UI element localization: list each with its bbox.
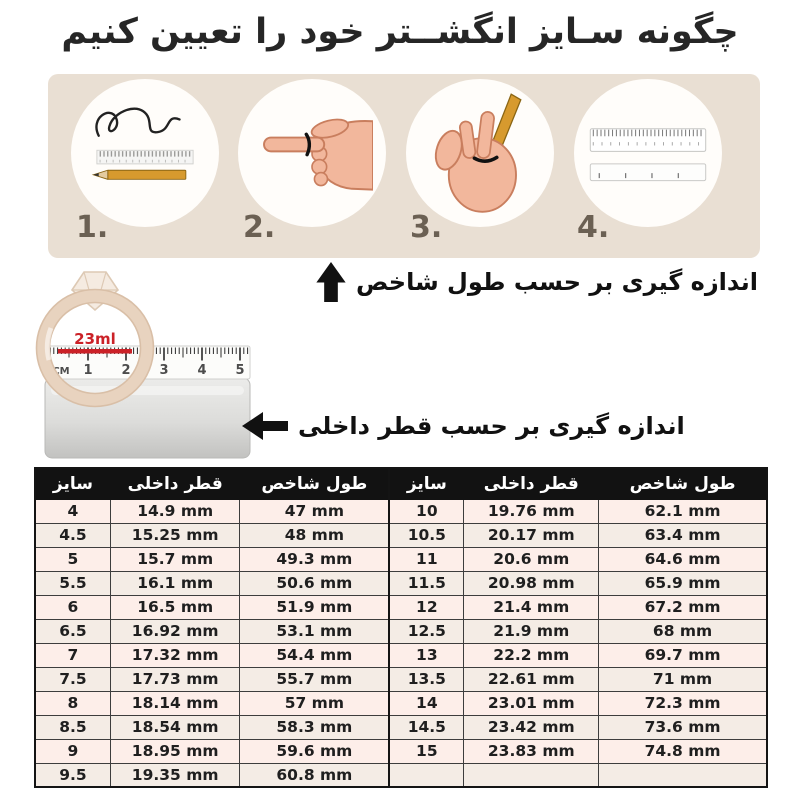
step-1-number: 1. (76, 210, 109, 245)
cell-size: 10 (389, 499, 464, 523)
cell-inner-diameter: 17.73 mm (110, 667, 240, 691)
ruler-number: 4 (197, 363, 207, 378)
cell-index-length: 48 mm (240, 523, 389, 547)
header-inner-diameter: قطر داخلی (110, 468, 240, 499)
cell-index-length: 65.9 mm (599, 571, 767, 595)
cell-size: 7 (35, 643, 110, 667)
cell-inner-diameter: 20.98 mm (464, 571, 599, 595)
table-row (35, 523, 767, 547)
cell-index-length: 53.1 mm (240, 619, 389, 643)
ruler-number: 3 (159, 363, 169, 378)
cell-inner-diameter (464, 763, 599, 787)
cell-size: 14.5 (389, 715, 464, 739)
step-1-circle (71, 79, 219, 227)
cell-index-length: 55.7 mm (240, 667, 389, 691)
cell-index-length: 57 mm (240, 691, 389, 715)
table-row (35, 547, 767, 571)
cell-inner-diameter: 15.25 mm (110, 523, 240, 547)
cell-inner-diameter: 20.6 mm (464, 547, 599, 571)
cell-index-length: 54.4 mm (240, 643, 389, 667)
cell-size: 15 (389, 739, 464, 763)
step-2-number: 2. (243, 210, 276, 245)
ruler-unit-label: CM (52, 366, 70, 377)
ring-size-table (34, 467, 768, 788)
header-index-length: طول شاخص (240, 468, 389, 499)
table-row (35, 499, 767, 523)
table-row (35, 691, 767, 715)
diameter-measurement-label: 23ml (74, 330, 116, 348)
cell-index-length (599, 763, 767, 787)
measuring-rulers-icon (585, 107, 711, 199)
cell-size: 12 (389, 595, 464, 619)
cell-index-length: 71 mm (599, 667, 767, 691)
up-arrow-icon (316, 262, 346, 302)
ruler-number: 1 (83, 363, 93, 378)
string-ruler-pencil-icon (86, 94, 204, 212)
cell-size: 14 (389, 691, 464, 715)
cell-inner-diameter: 17.32 mm (110, 643, 240, 667)
header-index-length: طول شاخص (599, 468, 767, 499)
table-row (35, 571, 767, 595)
cell-index-length: 67.2 mm (599, 595, 767, 619)
cell-inner-diameter: 21.4 mm (464, 595, 599, 619)
cell-inner-diameter: 19.76 mm (464, 499, 599, 523)
cell-size: 10.5 (389, 523, 464, 547)
table-row (35, 643, 767, 667)
cell-size: 11 (389, 547, 464, 571)
cell-index-length: 63.4 mm (599, 523, 767, 547)
cell-inner-diameter: 18.54 mm (110, 715, 240, 739)
cell-index-length: 68 mm (599, 619, 767, 643)
cell-size: 5 (35, 547, 110, 571)
index-length-note (316, 262, 758, 302)
cell-index-length: 72.3 mm (599, 691, 767, 715)
cell-index-length: 69.7 mm (599, 643, 767, 667)
table-row (35, 595, 767, 619)
cell-size: 7.5 (35, 667, 110, 691)
steps-banner (48, 74, 760, 258)
pointing-hand-with-string-icon (251, 106, 373, 200)
cell-inner-diameter: 14.9 mm (110, 499, 240, 523)
table-row (35, 763, 767, 787)
index-length-note-text: اندازه گیری بر حسب طول شاخص (356, 268, 758, 296)
cell-index-length: 73.6 mm (599, 715, 767, 739)
header-size: سایز (389, 468, 464, 499)
cell-size: 4.5 (35, 523, 110, 547)
cell-inner-diameter: 16.5 mm (110, 595, 240, 619)
cell-index-length: 64.6 mm (599, 547, 767, 571)
header-size: سایز (35, 468, 110, 499)
cell-inner-diameter: 15.7 mm (110, 547, 240, 571)
cell-size: 8 (35, 691, 110, 715)
left-arrow-icon (242, 412, 288, 440)
inner-diameter-note (242, 412, 685, 440)
table-row (35, 715, 767, 739)
table-header-row (35, 468, 767, 499)
table-row (35, 739, 767, 763)
cell-inner-diameter: 18.95 mm (110, 739, 240, 763)
cell-size: 13 (389, 643, 464, 667)
ruler-number: 5 (235, 363, 245, 378)
table-row (35, 619, 767, 643)
page-title: چگونه سـایز انگشــتر خود را تعیین کنیم (61, 12, 739, 52)
step-3-circle (406, 79, 554, 227)
inner-diameter-note-text: اندازه گیری بر حسب قطر داخلی (298, 412, 685, 440)
cell-size: 5.5 (35, 571, 110, 595)
step-3-number: 3. (410, 210, 443, 245)
cell-index-length: 59.6 mm (240, 739, 389, 763)
cell-inner-diameter: 23.01 mm (464, 691, 599, 715)
cell-inner-diameter: 21.9 mm (464, 619, 599, 643)
cell-index-length: 60.8 mm (240, 763, 389, 787)
cell-size: 9 (35, 739, 110, 763)
cell-size: 12.5 (389, 619, 464, 643)
cell-index-length: 74.8 mm (599, 739, 767, 763)
cell-size: 11.5 (389, 571, 464, 595)
step-4-circle (574, 79, 722, 227)
step-4-number: 4. (577, 210, 610, 245)
step-2-circle (238, 79, 386, 227)
header-inner-diameter: قطر داخلی (464, 468, 599, 499)
cell-index-length: 62.1 mm (599, 499, 767, 523)
cell-inner-diameter: 19.35 mm (110, 763, 240, 787)
cell-inner-diameter: 22.2 mm (464, 643, 599, 667)
cell-inner-diameter: 16.92 mm (110, 619, 240, 643)
cell-index-length: 47 mm (240, 499, 389, 523)
cell-size: 4 (35, 499, 110, 523)
cell-inner-diameter: 23.42 mm (464, 715, 599, 739)
cell-inner-diameter: 16.1 mm (110, 571, 240, 595)
cell-index-length: 51.9 mm (240, 595, 389, 619)
ruler-number: 2 (121, 363, 131, 378)
cell-size: 13.5 (389, 667, 464, 691)
cell-size: 6 (35, 595, 110, 619)
cell-inner-diameter: 22.61 mm (464, 667, 599, 691)
cell-index-length: 49.3 mm (240, 547, 389, 571)
diameter-line (58, 349, 132, 354)
cell-inner-diameter: 23.83 mm (464, 739, 599, 763)
cell-size: 6.5 (35, 619, 110, 643)
cell-inner-diameter: 20.17 mm (464, 523, 599, 547)
cell-index-length: 50.6 mm (240, 571, 389, 595)
cell-index-length: 58.3 mm (240, 715, 389, 739)
table-row (35, 667, 767, 691)
cell-inner-diameter: 18.14 mm (110, 691, 240, 715)
hand-marking-string-with-pencil-icon (420, 90, 540, 216)
cell-size: 9.5 (35, 763, 110, 787)
cell-size (389, 763, 464, 787)
cell-size: 8.5 (35, 715, 110, 739)
